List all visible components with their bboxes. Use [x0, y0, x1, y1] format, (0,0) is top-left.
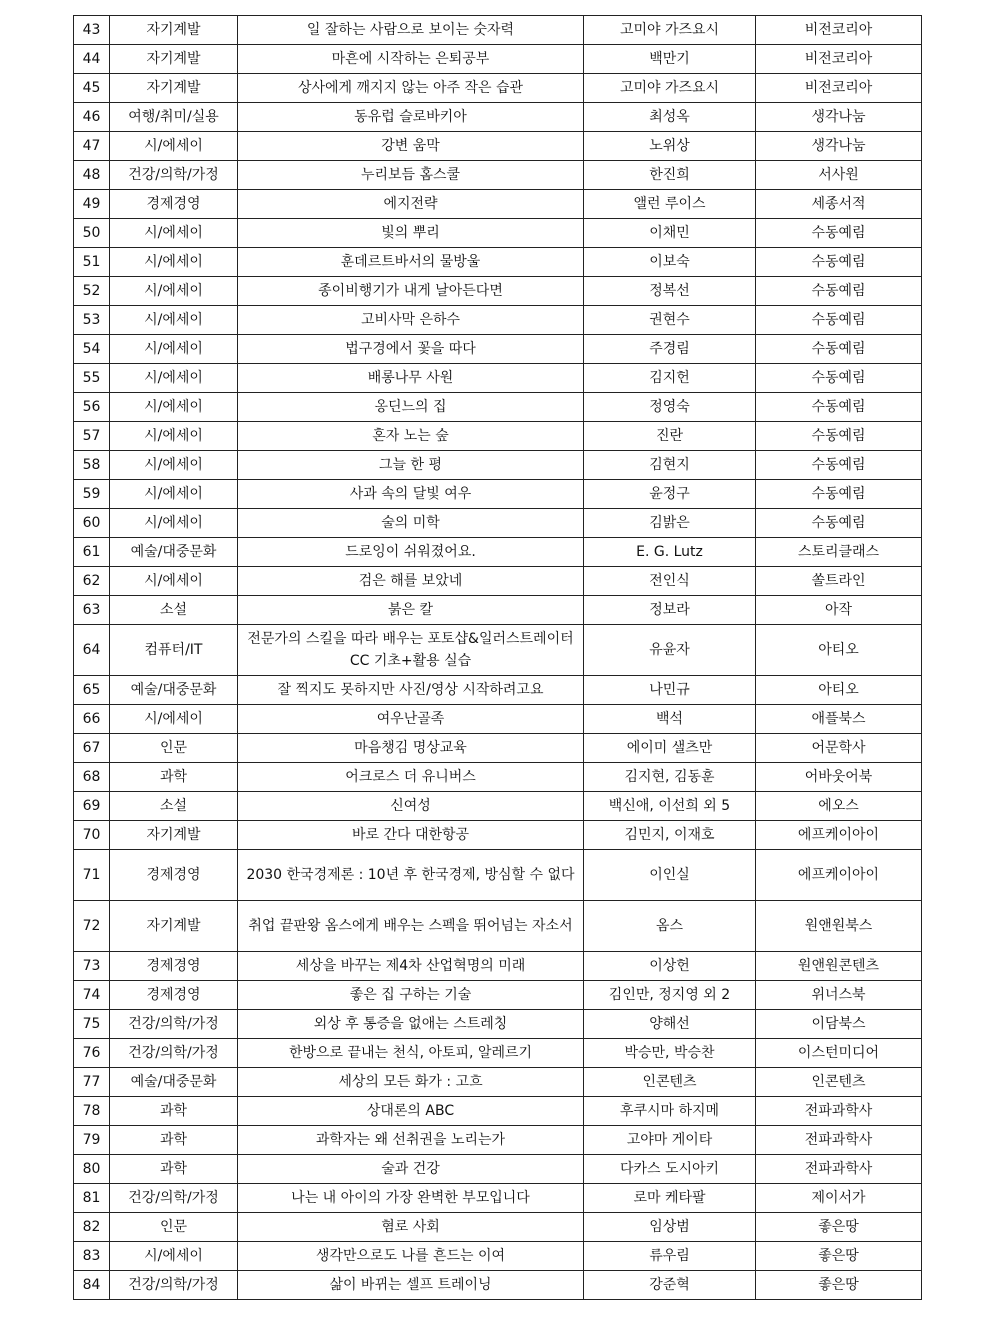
row-number-cell: 72 [74, 901, 110, 952]
author-cell: E. G. Lutz [584, 538, 756, 567]
table-row [74, 103, 922, 132]
row-number-cell: 62 [74, 567, 110, 596]
title-cell: 붉은 칼 [238, 596, 584, 625]
author-cell: 옴스 [584, 901, 756, 952]
table-row [74, 45, 922, 74]
title-cell: 취업 끝판왕 옴스에게 배우는 스펙을 뛰어넘는 자소서 [238, 901, 584, 952]
author-cell: 백신애, 이선희 외 5 [584, 792, 756, 821]
category-cell: 건강/의학/가정 [110, 1010, 238, 1039]
category-cell: 시/에세이 [110, 335, 238, 364]
author-cell: 노위상 [584, 132, 756, 161]
table-row [74, 850, 922, 901]
row-number-cell: 77 [74, 1068, 110, 1097]
row-number-cell: 60 [74, 509, 110, 538]
author-cell: 권현수 [584, 306, 756, 335]
category-cell: 자기계발 [110, 74, 238, 103]
title-cell: 강변 움막 [238, 132, 584, 161]
title-cell: 좋은 집 구하는 기술 [238, 981, 584, 1010]
publisher-cell: 아작 [756, 596, 922, 625]
category-cell: 시/에세이 [110, 393, 238, 422]
row-number-cell: 50 [74, 219, 110, 248]
table-row [74, 16, 922, 45]
row-number-cell: 70 [74, 821, 110, 850]
row-number-cell: 68 [74, 763, 110, 792]
category-cell: 시/에세이 [110, 306, 238, 335]
category-cell: 건강/의학/가정 [110, 1271, 238, 1300]
author-cell: 양해선 [584, 1010, 756, 1039]
title-cell: 일 잘하는 사람으로 보이는 숫자력 [238, 16, 584, 45]
category-cell: 시/에세이 [110, 364, 238, 393]
category-cell: 경제경영 [110, 190, 238, 219]
row-number-cell: 59 [74, 480, 110, 509]
author-cell: 박승만, 박승찬 [584, 1039, 756, 1068]
table-row [74, 1097, 922, 1126]
table-row [74, 596, 922, 625]
category-cell: 경제경영 [110, 952, 238, 981]
publisher-cell: 세종서적 [756, 190, 922, 219]
author-cell: 주경림 [584, 335, 756, 364]
row-number-cell: 82 [74, 1213, 110, 1242]
category-cell: 과학 [110, 1155, 238, 1184]
row-number-cell: 66 [74, 705, 110, 734]
publisher-cell: 아티오 [756, 676, 922, 705]
title-cell: 종이비행기가 내게 날아든다면 [238, 277, 584, 306]
publisher-cell: 수동예림 [756, 509, 922, 538]
category-cell: 건강/의학/가정 [110, 1184, 238, 1213]
category-cell: 경제경영 [110, 981, 238, 1010]
publisher-cell: 비전코리아 [756, 45, 922, 74]
row-number-cell: 44 [74, 45, 110, 74]
category-cell: 시/에세이 [110, 509, 238, 538]
category-cell: 건강/의학/가정 [110, 1039, 238, 1068]
author-cell: 김지헌 [584, 364, 756, 393]
publisher-cell: 애플북스 [756, 705, 922, 734]
title-cell: 2030 한국경제론 : 10년 후 한국경제, 방심할 수 없다 [238, 850, 584, 901]
author-cell: 윤정구 [584, 480, 756, 509]
table-row [74, 74, 922, 103]
row-number-cell: 63 [74, 596, 110, 625]
publisher-cell: 수동예림 [756, 335, 922, 364]
row-number-cell: 45 [74, 74, 110, 103]
author-cell: 정영숙 [584, 393, 756, 422]
table-row [74, 792, 922, 821]
publisher-cell: 이담북스 [756, 1010, 922, 1039]
category-cell: 경제경영 [110, 850, 238, 901]
publisher-cell: 수동예림 [756, 248, 922, 277]
publisher-cell: 전파과학사 [756, 1126, 922, 1155]
row-number-cell: 65 [74, 676, 110, 705]
book-list-body [74, 16, 922, 1300]
title-cell: 전문가의 스킬을 따라 배우는 포토샵&일러스트레이터CC 기초+활용 실습 [238, 625, 584, 676]
table-row [74, 538, 922, 567]
author-cell: 유윤자 [584, 625, 756, 676]
category-cell: 자기계발 [110, 821, 238, 850]
author-cell: 전인식 [584, 567, 756, 596]
publisher-cell: 생각나눔 [756, 132, 922, 161]
title-cell: 사과 속의 달빛 여우 [238, 480, 584, 509]
author-cell: 고미야 가즈요시 [584, 16, 756, 45]
publisher-cell: 원앤원콘텐츠 [756, 952, 922, 981]
table-row [74, 734, 922, 763]
row-number-cell: 67 [74, 734, 110, 763]
title-cell: 상대론의 ABC [238, 1097, 584, 1126]
row-number-cell: 52 [74, 277, 110, 306]
author-cell: 이인실 [584, 850, 756, 901]
category-cell: 인문 [110, 1213, 238, 1242]
publisher-cell: 수동예림 [756, 451, 922, 480]
publisher-cell: 수동예림 [756, 306, 922, 335]
author-cell: 진란 [584, 422, 756, 451]
row-number-cell: 48 [74, 161, 110, 190]
publisher-cell: 원앤원북스 [756, 901, 922, 952]
category-cell: 인문 [110, 734, 238, 763]
author-cell: 인콘텐츠 [584, 1068, 756, 1097]
author-cell: 이보숙 [584, 248, 756, 277]
table-row [74, 509, 922, 538]
table-row [74, 1039, 922, 1068]
category-cell: 시/에세이 [110, 422, 238, 451]
row-number-cell: 76 [74, 1039, 110, 1068]
table-row [74, 422, 922, 451]
publisher-cell: 에오스 [756, 792, 922, 821]
table-row [74, 248, 922, 277]
title-cell: 마음챙김 명상교육 [238, 734, 584, 763]
row-number-cell: 84 [74, 1271, 110, 1300]
table-row [74, 335, 922, 364]
author-cell: 김민지, 이재호 [584, 821, 756, 850]
title-cell: 배롱나무 사원 [238, 364, 584, 393]
row-number-cell: 79 [74, 1126, 110, 1155]
table-row [74, 132, 922, 161]
category-cell: 여행/취미/실용 [110, 103, 238, 132]
row-number-cell: 64 [74, 625, 110, 676]
row-number-cell: 46 [74, 103, 110, 132]
table-row [74, 1213, 922, 1242]
publisher-cell: 수동예림 [756, 393, 922, 422]
publisher-cell: 수동예림 [756, 364, 922, 393]
title-cell: 술의 미학 [238, 509, 584, 538]
title-cell: 신여성 [238, 792, 584, 821]
category-cell: 시/에세이 [110, 1242, 238, 1271]
row-number-cell: 57 [74, 422, 110, 451]
table-row [74, 821, 922, 850]
table-row [74, 625, 922, 676]
author-cell: 나민규 [584, 676, 756, 705]
category-cell: 소설 [110, 792, 238, 821]
row-number-cell: 58 [74, 451, 110, 480]
table-row [74, 901, 922, 952]
publisher-cell: 인콘텐츠 [756, 1068, 922, 1097]
publisher-cell: 수동예림 [756, 219, 922, 248]
row-number-cell: 74 [74, 981, 110, 1010]
table-row [74, 451, 922, 480]
title-cell: 상사에게 깨지지 않는 아주 작은 습관 [238, 74, 584, 103]
category-cell: 과학 [110, 1126, 238, 1155]
title-cell: 바로 간다 대한항공 [238, 821, 584, 850]
category-cell: 예술/대중문화 [110, 676, 238, 705]
title-cell: 그늘 한 평 [238, 451, 584, 480]
row-number-cell: 71 [74, 850, 110, 901]
publisher-cell: 전파과학사 [756, 1097, 922, 1126]
title-cell: 세상을 바꾸는 제4차 산업혁명의 미래 [238, 952, 584, 981]
category-cell: 자기계발 [110, 901, 238, 952]
row-number-cell: 51 [74, 248, 110, 277]
category-cell: 시/에세이 [110, 705, 238, 734]
category-cell: 소설 [110, 596, 238, 625]
title-cell: 누리보듬 홈스쿨 [238, 161, 584, 190]
title-cell: 어크로스 더 유니버스 [238, 763, 584, 792]
publisher-cell: 좋은땅 [756, 1213, 922, 1242]
title-cell: 세상의 모든 화가 : 고흐 [238, 1068, 584, 1097]
title-cell: 생각만으로도 나를 흔드는 이여 [238, 1242, 584, 1271]
row-number-cell: 69 [74, 792, 110, 821]
row-number-cell: 56 [74, 393, 110, 422]
table-row [74, 480, 922, 509]
publisher-cell: 이스턴미디어 [756, 1039, 922, 1068]
author-cell: 후쿠시마 하지메 [584, 1097, 756, 1126]
title-cell: 여우난골족 [238, 705, 584, 734]
author-cell: 이상헌 [584, 952, 756, 981]
publisher-cell: 좋은땅 [756, 1271, 922, 1300]
category-cell: 건강/의학/가정 [110, 161, 238, 190]
title-cell: 고비사막 은하수 [238, 306, 584, 335]
title-cell: 나는 내 아이의 가장 완벽한 부모입니다 [238, 1184, 584, 1213]
title-cell: 훈데르트바서의 물방울 [238, 248, 584, 277]
title-cell: 혐로 사회 [238, 1213, 584, 1242]
table-row [74, 306, 922, 335]
category-cell: 컴퓨터/IT [110, 625, 238, 676]
row-number-cell: 78 [74, 1097, 110, 1126]
author-cell: 정복선 [584, 277, 756, 306]
author-cell: 정보라 [584, 596, 756, 625]
title-cell: 한방으로 끝내는 천식, 아토피, 알레르기 [238, 1039, 584, 1068]
row-number-cell: 83 [74, 1242, 110, 1271]
publisher-cell: 생각나눔 [756, 103, 922, 132]
title-cell: 드로잉이 쉬워졌어요. [238, 538, 584, 567]
category-cell: 자기계발 [110, 45, 238, 74]
publisher-cell: 수동예림 [756, 422, 922, 451]
title-cell: 옹딘느의 집 [238, 393, 584, 422]
author-cell: 고야마 게이타 [584, 1126, 756, 1155]
author-cell: 백석 [584, 705, 756, 734]
title-cell: 법구경에서 꽃을 따다 [238, 335, 584, 364]
publisher-cell: 비전코리아 [756, 74, 922, 103]
author-cell: 에이미 샐츠만 [584, 734, 756, 763]
table-row [74, 393, 922, 422]
publisher-cell: 어바웃어북 [756, 763, 922, 792]
table-row [74, 277, 922, 306]
publisher-cell: 서사원 [756, 161, 922, 190]
table-row [74, 1126, 922, 1155]
row-number-cell: 49 [74, 190, 110, 219]
row-number-cell: 61 [74, 538, 110, 567]
table-row [74, 567, 922, 596]
table-row [74, 190, 922, 219]
author-cell: 로마 케타팔 [584, 1184, 756, 1213]
row-number-cell: 54 [74, 335, 110, 364]
author-cell: 강준혁 [584, 1271, 756, 1300]
category-cell: 시/에세이 [110, 451, 238, 480]
row-number-cell: 53 [74, 306, 110, 335]
publisher-cell: 좋은땅 [756, 1242, 922, 1271]
row-number-cell: 80 [74, 1155, 110, 1184]
publisher-cell: 비전코리아 [756, 16, 922, 45]
row-number-cell: 43 [74, 16, 110, 45]
table-row [74, 705, 922, 734]
publisher-cell: 위너스북 [756, 981, 922, 1010]
table-row [74, 1068, 922, 1097]
table-row [74, 1242, 922, 1271]
category-cell: 시/에세이 [110, 567, 238, 596]
title-cell: 혼자 노는 숲 [238, 422, 584, 451]
category-cell: 예술/대중문화 [110, 1068, 238, 1097]
title-cell: 삶이 바뀌는 셀프 트레이닝 [238, 1271, 584, 1300]
table-row [74, 952, 922, 981]
title-cell: 술과 건강 [238, 1155, 584, 1184]
row-number-cell: 81 [74, 1184, 110, 1213]
table-row [74, 1010, 922, 1039]
table-row [74, 981, 922, 1010]
author-cell: 이채민 [584, 219, 756, 248]
category-cell: 시/에세이 [110, 132, 238, 161]
category-cell: 자기계발 [110, 16, 238, 45]
publisher-cell: 쏠트라인 [756, 567, 922, 596]
author-cell: 김밝은 [584, 509, 756, 538]
row-number-cell: 73 [74, 952, 110, 981]
title-cell: 과학자는 왜 선취권을 노리는가 [238, 1126, 584, 1155]
author-cell: 최성옥 [584, 103, 756, 132]
category-cell: 시/에세이 [110, 277, 238, 306]
title-cell: 검은 해를 보았네 [238, 567, 584, 596]
category-cell: 예술/대중문화 [110, 538, 238, 567]
title-cell: 잘 찍지도 못하지만 사진/영상 시작하려고요 [238, 676, 584, 705]
author-cell: 한진희 [584, 161, 756, 190]
row-number-cell: 75 [74, 1010, 110, 1039]
publisher-cell: 스토리클래스 [756, 538, 922, 567]
category-cell: 시/에세이 [110, 248, 238, 277]
table-row [74, 1184, 922, 1213]
row-number-cell: 47 [74, 132, 110, 161]
publisher-cell: 에프케이아이 [756, 850, 922, 901]
category-cell: 시/에세이 [110, 219, 238, 248]
publisher-cell: 수동예림 [756, 480, 922, 509]
author-cell: 백만기 [584, 45, 756, 74]
title-cell: 에지전략 [238, 190, 584, 219]
author-cell: 류우림 [584, 1242, 756, 1271]
table-row [74, 1155, 922, 1184]
publisher-cell: 수동예림 [756, 277, 922, 306]
title-cell: 동유럽 슬로바키아 [238, 103, 584, 132]
category-cell: 과학 [110, 763, 238, 792]
publisher-cell: 제이서가 [756, 1184, 922, 1213]
publisher-cell: 아티오 [756, 625, 922, 676]
table-row [74, 1271, 922, 1300]
category-cell: 과학 [110, 1097, 238, 1126]
title-cell: 외상 후 통증을 없애는 스트레칭 [238, 1010, 584, 1039]
publisher-cell: 에프케이아이 [756, 821, 922, 850]
category-cell: 시/에세이 [110, 480, 238, 509]
row-number-cell: 55 [74, 364, 110, 393]
table-row [74, 364, 922, 393]
author-cell: 김현지 [584, 451, 756, 480]
author-cell: 앨런 루이스 [584, 190, 756, 219]
title-cell: 빛의 뿌리 [238, 219, 584, 248]
table-row [74, 763, 922, 792]
publisher-cell: 어문학사 [756, 734, 922, 763]
table-row [74, 676, 922, 705]
author-cell: 임상범 [584, 1213, 756, 1242]
author-cell: 김인만, 정지영 외 2 [584, 981, 756, 1010]
author-cell: 김지현, 김동훈 [584, 763, 756, 792]
author-cell: 고미야 가즈요시 [584, 74, 756, 103]
book-list-table [73, 15, 922, 1300]
author-cell: 다카스 도시아키 [584, 1155, 756, 1184]
title-cell: 마흔에 시작하는 은퇴공부 [238, 45, 584, 74]
table-row [74, 161, 922, 190]
publisher-cell: 전파과학사 [756, 1155, 922, 1184]
table-row [74, 219, 922, 248]
